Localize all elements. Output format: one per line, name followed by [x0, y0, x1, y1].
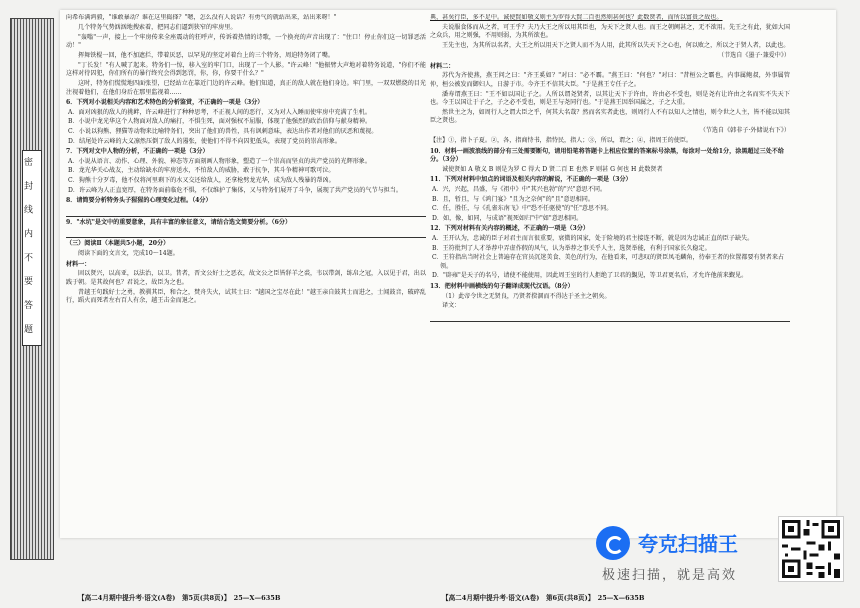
question-6-option: B．小说中龙光华这个人物面对敌人的痛打，不惧生死，面对强权不屈服，体现了他强烈的政治信仰与献身精神。 — [68, 118, 372, 126]
page-6-column — [430, 14, 790, 514]
question-7-option: B．龙光华关心战友，主动给缺水的牢房送水，不怕敌人的威胁，敢于抗争，其斗争精神可歌可泣。 — [68, 167, 335, 175]
page-5-column — [66, 14, 426, 514]
question-13-stem: 13．把材料中画横线的句子翻译成现代汉语。（8分） — [430, 282, 574, 290]
question-11-option: B．且，暂且，与《鸿门宴》"且为之奈何"的"且"意思相同。 — [432, 195, 594, 203]
story-paragraph: "丁长发！"有人喊了起来。特务们一惊，移入室的牢门口，出现了一个人影。"许云峰！"他振臂大声地对着特务说道，"你们不能这样对待囚犯，你们所有的暴行终究会得到惩罚，你，你，你要干什么？" — [66, 61, 426, 78]
question-12-option: C．王符指出当时社会上普遍存在官员沉迷美食、美色的行为，在他看来，可悲叹的贤臣凤毛麟角，待奉王者的位置都要有贤者来占领。 — [432, 254, 785, 270]
question-7-stem: 7．下列对文中人物的分析，不正确的一项是（3分） — [66, 148, 209, 156]
question-6-stem: 6．下列对小说相关内容和艺术特色的分析鉴赏，不正确的一项是（3分） — [66, 99, 264, 107]
question-11-stem: 11．下列对材料中加点的词语及相关内容的解说，不正确的一项是（3分） — [430, 176, 632, 184]
question-11-option: D．如，像，如同，与成语"视死如归"中"如"意思相同。 — [432, 214, 583, 222]
annotation-notes: 【注】①，指卜子夏。②，各，指商恃书，指恃民，指人；③，所以，谓之；④，指周王的使臣。 — [430, 137, 693, 145]
brand-slogan: 极速扫描，就是高效 — [602, 568, 738, 583]
material-2-label: 材料二： — [430, 62, 455, 70]
answer-line — [430, 313, 790, 322]
question-12-stem: 12．下列对材料有关内容的概述，不正确的一项是（3分） — [430, 225, 589, 233]
classical-paragraph: 王先主也，为其所以名者，大王之所以用天下之贤人而不为人用，此其所以失天下之心也，何以败之，所以之于贤人者，以此也。 — [442, 42, 790, 50]
question-12-option: B．王符批判了人才举荐中弄虚作假的风气，认为举荐之事关乎人主，选贤举能，有利于国家长久稳定。 — [432, 244, 711, 252]
classical-paragraph: 夫说服食体而从之者，可王乎？夫乃大王之所以用其臣也，为天下之贤人也。而王之朝阙甚之，无不欲用。先王之有此，犹如大国之众兵，用之则强，不用则弱，为其所欲也。 — [430, 23, 790, 40]
source-citation: （节选自《韩非子·外储说右下》） — [699, 127, 790, 135]
binding-label: 密 封 线 内 不 要 答 题 — [22, 150, 42, 346]
qr-code-icon — [778, 516, 844, 582]
quark-logo-icon — [596, 526, 630, 560]
question-6-option: D．结尾处许云峰的大义凛然压倒了敌人的嚣张，使他们不得不向囚犯低头，表现了党员的崇高形象。 — [68, 137, 342, 145]
question-7-option: D．许云峰为人正直宽厚，在特务面前临危不惧，不仅维护了集体，又与特务们展开了斗争，展现了共产党员的气节与担当。 — [68, 186, 402, 194]
question-13-item: （1）此帝令世之无贤良，乃贤者揆涸而不得达于圣主之朝矣。 — [442, 292, 611, 300]
question-6-option: A．面对凶狠的敌人的挑衅，许云峰进行了种种思考，不正视人间的恶行，又为对人入睡而使牢房中充满了生机。 — [68, 108, 371, 116]
question-12-option: A．王开认为，忠诚的臣子对君主而言很重要，衰微的国家，处于险境的君主接连不断，就是因为忠诚正直的臣子缺失。 — [432, 234, 754, 242]
classical-paragraph: 固以贤兴，以高亚，以法治，以卫。昔者，晋文公好士之恶衣，故文公之臣皆牂羊之裘，韦以带剑，练帛之冠，入以见于君，出以践于朝。是其故何也？君说之，故臣为之也。 — [66, 270, 426, 286]
story-paragraph: 几个特务气势汹汹地搜索着，把同志们逼到狭窄的牢房里。 — [78, 23, 237, 31]
page-6-footer: 【高二4月期中提升考·语文(A卷) 第6页(共8页)】 25—X—635B — [442, 594, 645, 602]
question-11-option: C．任，胜任，与《孔雀东南飞》中"恐不任驱使"的"任"意思不同。 — [432, 205, 613, 213]
classical-paragraph: 然世主之为，如周行人之谓大臣之乎，何其大名哉？然而名实者此也，则周行人不有以知人之情也，则令世之人主，皆不能以知其臣之贤也。 — [430, 108, 790, 125]
brand-name: 夸克扫描王 — [638, 532, 738, 556]
classical-paragraph: 昔越王句践好士之勇，教驯其臣，和合之，焚舟失火，试其士曰："越国之宝尽在此！"越王亲自鼓其士而进之，士闻鼓音，破碎乱行，蹈火而死者左右百人有余，越王击金而退之。 — [66, 288, 426, 305]
page-5-footer: 【高二4月期中提升考·语文(A卷) 第5页(共8页)】 25—X—635B — [78, 594, 281, 602]
question-9-stem: 9．"水坑"是文中的重要意象，具有丰富的象征意义，请结合选文简要分析。（6分） — [66, 218, 292, 226]
classical-paragraph: 苏代为齐使燕，燕王问之曰："齐王奚如？"对曰："必不霸。"燕王曰："何也？"对曰："昔桓公之霸也，内事属鲍叔，外事属管仲，桓公被发而御妇人，日游于市。今齐王不信其大臣。"于是燕王专任子之。 — [430, 72, 790, 88]
question-10-stem: 10．材料一画波浪线的部分有三处需要断句，请用铅笔将答题卡上相应位置的答案标号涂黑，每涂对一处给1分，涂黑超过三处不给分。（3分） — [430, 147, 784, 164]
question-8-stem: 8．请简要分析特务头子猩猩的心理变化过程。（4分） — [66, 197, 212, 205]
classical-paragraph: 潘寿谓燕王曰："王不如以国让子之。人所以谓尧贤者，以其让天下于许由，许由必不受也，则是尧有让许由之名而实不失天下也。今王以国让于子之，子之必不受也，则是王与尧同行也。"于是燕王因举国属之，子之大重。 — [430, 90, 790, 107]
source-citation: （节选自《墨子·兼爱中》） — [717, 51, 790, 59]
story-paragraph: "轰嗡"一声，接上一个牢房传来全座震动的狂呼声，传诉着热情的诗歌，一个换亮的声音出现了："住口！停止你们这一切罪恶活动！" — [66, 33, 426, 50]
question-10-sentence: 诚使贤如 A 敬义 B 则是为罗 C 得大 D 贤二百 E 也然 F 则甚 G 何也 H 此数贤者 — [442, 165, 663, 173]
story-paragraph: 向希布满鸿毅，"谁敢暴动？谁在这里捣择？"嗯，怎么没有人说话？有勇气的就站出来，站出来呀！" — [66, 14, 337, 21]
question-7-option: C．狗熊十分歹毒，他不仅将河里剩下的水又交还给敌人，还拿枪劈龙光华，成为敌人残暴的帮凶。 — [68, 177, 335, 185]
section-3-heading: （三）阅读Ⅱ（本题共5小题，20分） — [66, 240, 170, 248]
material-1-label: 材料一： — [66, 260, 91, 268]
story-paragraph: 这时，特务们慌慌地四面张望，已经站立在靠近门边的许云峰。他们知道，真正的敌人就在他们身边。牢门里，一双双燃烧的目光注视着他们，在他们身后在那里监视着…… — [66, 80, 426, 96]
scanner-watermark — [596, 518, 806, 592]
story-paragraph: 挥舞铁棍一回，他不加遮拦，带着厌恶，以罕见的坚定对着台上的三个特务，周迫特务闭了嘴。 — [78, 51, 334, 59]
section-3-instruction: 阅读下面的文言文，完成10～14题。 — [78, 250, 179, 257]
question-6-option: C．小说以狗熊、狸猫等动物来比喻特务们，突出了他们的兽性，具有讽刺意味，表达出作者对他们的厌恶和蔑视。 — [68, 128, 378, 136]
answer-line — [66, 229, 426, 238]
question-12-option: D．"辟雍"是天子的名号，请使不能使用，因此周王室的行人拒绝了卫君的覲见，等卫君更名后，才允许他前来觐见。 — [432, 272, 748, 280]
question-7-option: A．小说从语言、动作、心理、外貌、神态等方面刻画人物形象，塑造了一个崇高而坚贞的共产党员的光辉形象。 — [68, 157, 371, 165]
question-11-option: A．兴，兴起，昌盛，与《祖中》中"其兴也勃"的"兴"意思不同。 — [432, 186, 607, 193]
classical-paragraph: 典，甚矣行臣，多不足中。诚使賢如敬义则主为罗得大賢二百也然则甚何也？此数贤者，而所以富贵之故也。 — [430, 14, 723, 21]
translation-label: 译文： — [442, 302, 461, 310]
answer-line — [66, 208, 426, 217]
